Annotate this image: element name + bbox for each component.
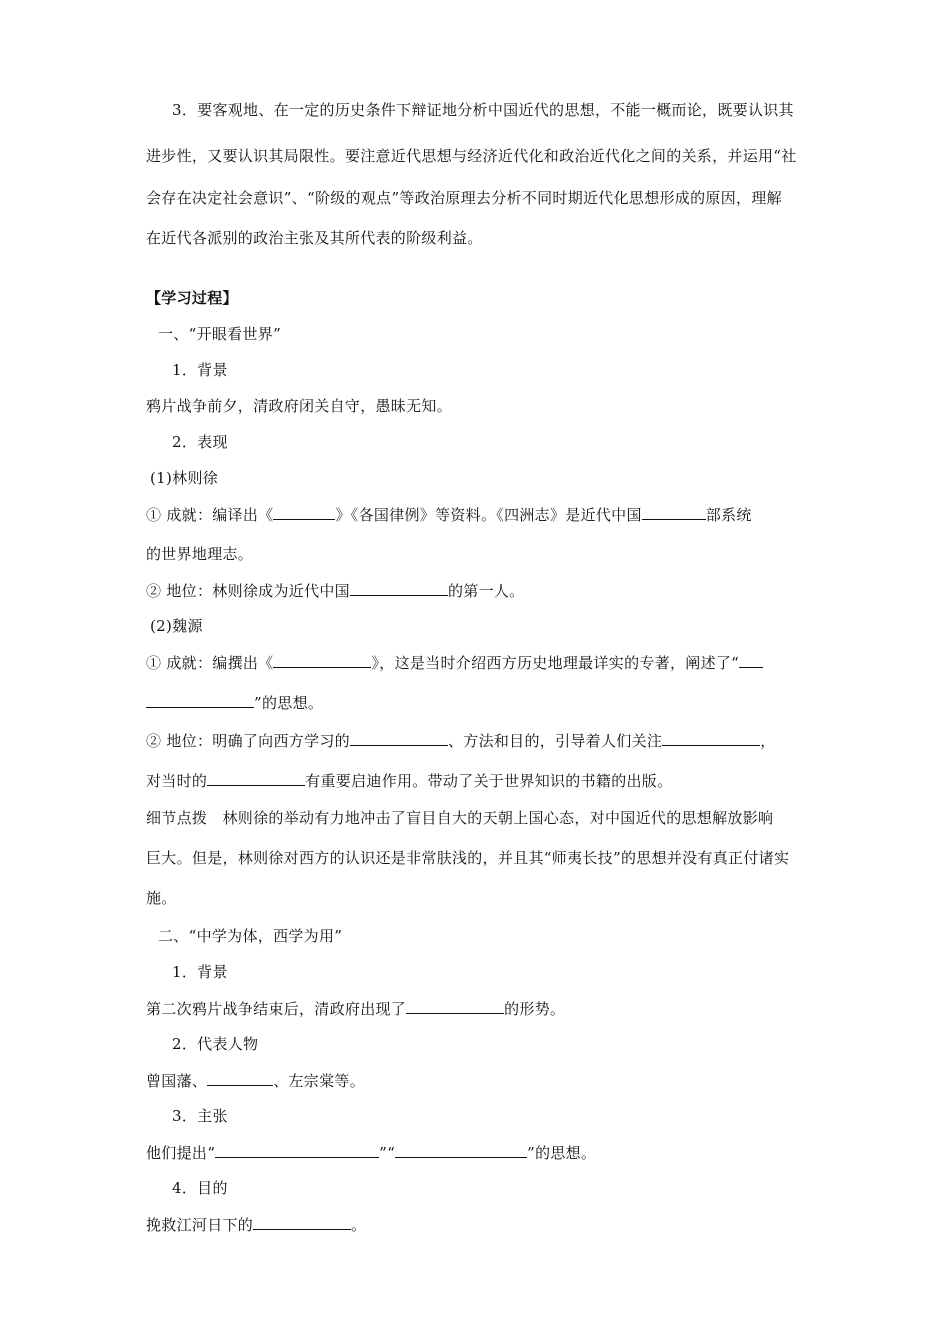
part2-title: 二、“中学为体，西学为用”: [158, 927, 343, 945]
wei-pos-text-b: 、方法和目的，引导着人们关注: [447, 732, 663, 750]
part2-rep-text: [146, 1070, 365, 1091]
wei-achievement-line2: [146, 692, 323, 713]
blank-field[interactable]: [273, 652, 371, 668]
wei-ach-text-a: ① 成就：编撰出《: [146, 654, 274, 672]
part2-bg-text-b: 的形势。: [504, 1000, 566, 1018]
wei-achievement-line1: [146, 652, 763, 673]
part1-title: 一、“开眼看世界”: [158, 325, 282, 343]
lin-achievement-line1: [146, 504, 752, 525]
part1-bg-heading: 1．背景: [172, 361, 228, 379]
lin-pos-text-a: ② 地位：林则徐成为近代中国: [146, 582, 350, 600]
wei-heading: (2)魏源: [150, 617, 203, 635]
wei-position-line2: [146, 770, 672, 791]
note-line3: 施。: [146, 889, 177, 907]
lin-heading: (1)林则徐: [150, 469, 219, 487]
intro-item3-line4: 在近代各派别的政治主张及其所代表的阶级利益。: [146, 229, 483, 247]
wei-pos-text-l2b: 有重要启迪作用。带动了关于世界知识的书籍的出版。: [305, 772, 673, 790]
intro-item3-line1: 3．要客观地、在一定的历史条件下辩证地分析中国近代的思想，不能一概而论，既要认识其: [172, 101, 794, 119]
blank-field[interactable]: [215, 1142, 379, 1158]
blank-field[interactable]: [395, 1142, 527, 1158]
lin-achievement-line2: 的世界地理志。: [146, 545, 254, 563]
note-line2: 巨大。但是，林则徐对西方的认识还是非常肤浅的，并且其“师夷长技”的思想并没有真正付诸实: [146, 849, 790, 867]
part2-goal-text-a: 挽救江河日下的: [146, 1216, 254, 1234]
lin-ach-text-b: 》《各国律例》等资料。《四洲志》是近代中国: [335, 506, 642, 524]
part2-claim-text-a: 他们提出“: [146, 1144, 216, 1162]
wei-position-line1: [146, 730, 776, 751]
part2-goal-text: [146, 1214, 366, 1235]
blank-field[interactable]: [146, 692, 254, 708]
part2-claim-text-b: ”“: [379, 1144, 396, 1162]
wei-ach-text-l2: ”的思想。: [254, 694, 324, 712]
lin-ach-text-a: ① 成就：编译出《: [146, 506, 274, 524]
part2-rep-text-b: 、左宗棠等。: [273, 1072, 366, 1090]
part2-goal-text-b: 。: [351, 1216, 367, 1234]
part2-claim-heading: 3．主张: [172, 1107, 228, 1125]
blank-field[interactable]: [350, 730, 448, 746]
intro-item3-line2: 进步性，又要认识其局限性。要注意近代思想与经济近代化和政治近代化之间的关系，并运用“社: [146, 147, 797, 165]
part2-bg-text: [146, 998, 565, 1019]
blank-field[interactable]: [662, 730, 760, 746]
lin-ach-text-c: 部系统: [705, 506, 752, 524]
part1-bg-text: 鸦片战争前夕，清政府闭关自守，愚昧无知。: [146, 397, 453, 415]
intro-item3-line3: 会存在决定社会意识”、“阶级的观点”等政治原理去分析不同时期近代化思想形成的原因，理解: [146, 189, 782, 207]
part1-perf-heading: 2．表现: [172, 433, 228, 451]
part2-claim-text: [146, 1142, 596, 1163]
part2-goal-heading: 4．目的: [172, 1179, 228, 1197]
section-heading: 【学习过程】: [146, 289, 238, 307]
wei-pos-text-c: ，: [760, 732, 776, 750]
blank-field[interactable]: [406, 998, 504, 1014]
blank-field[interactable]: [739, 652, 763, 668]
note-line1: 细节点拨 林则徐的举动有力地冲击了盲目自大的天朝上国心态，对中国近代的思想解放影响: [146, 809, 774, 827]
blank-field[interactable]: [350, 580, 448, 596]
part2-claim-text-c: ”的思想。: [527, 1144, 597, 1162]
blank-field[interactable]: [207, 770, 305, 786]
part2-rep-text-a: 曾国藩、: [146, 1072, 208, 1090]
wei-pos-text-l2a: 对当时的: [146, 772, 208, 790]
wei-ach-text-b: 》，这是当时介绍西方历史地理最详实的专著，阐述了“: [371, 654, 740, 672]
part2-bg-heading: 1．背景: [172, 963, 228, 981]
lin-position: [146, 580, 525, 601]
blank-field[interactable]: [642, 504, 706, 520]
lin-pos-text-b: 的第一人。: [447, 582, 525, 600]
part2-rep-heading: 2．代表人物: [172, 1035, 259, 1053]
part2-bg-text-a: 第二次鸦片战争结束后，清政府出现了: [146, 1000, 407, 1018]
wei-pos-text-a: ② 地位：明确了向西方学习的: [146, 732, 350, 750]
blank-field[interactable]: [207, 1070, 273, 1086]
blank-field[interactable]: [273, 504, 335, 520]
blank-field[interactable]: [253, 1214, 351, 1230]
